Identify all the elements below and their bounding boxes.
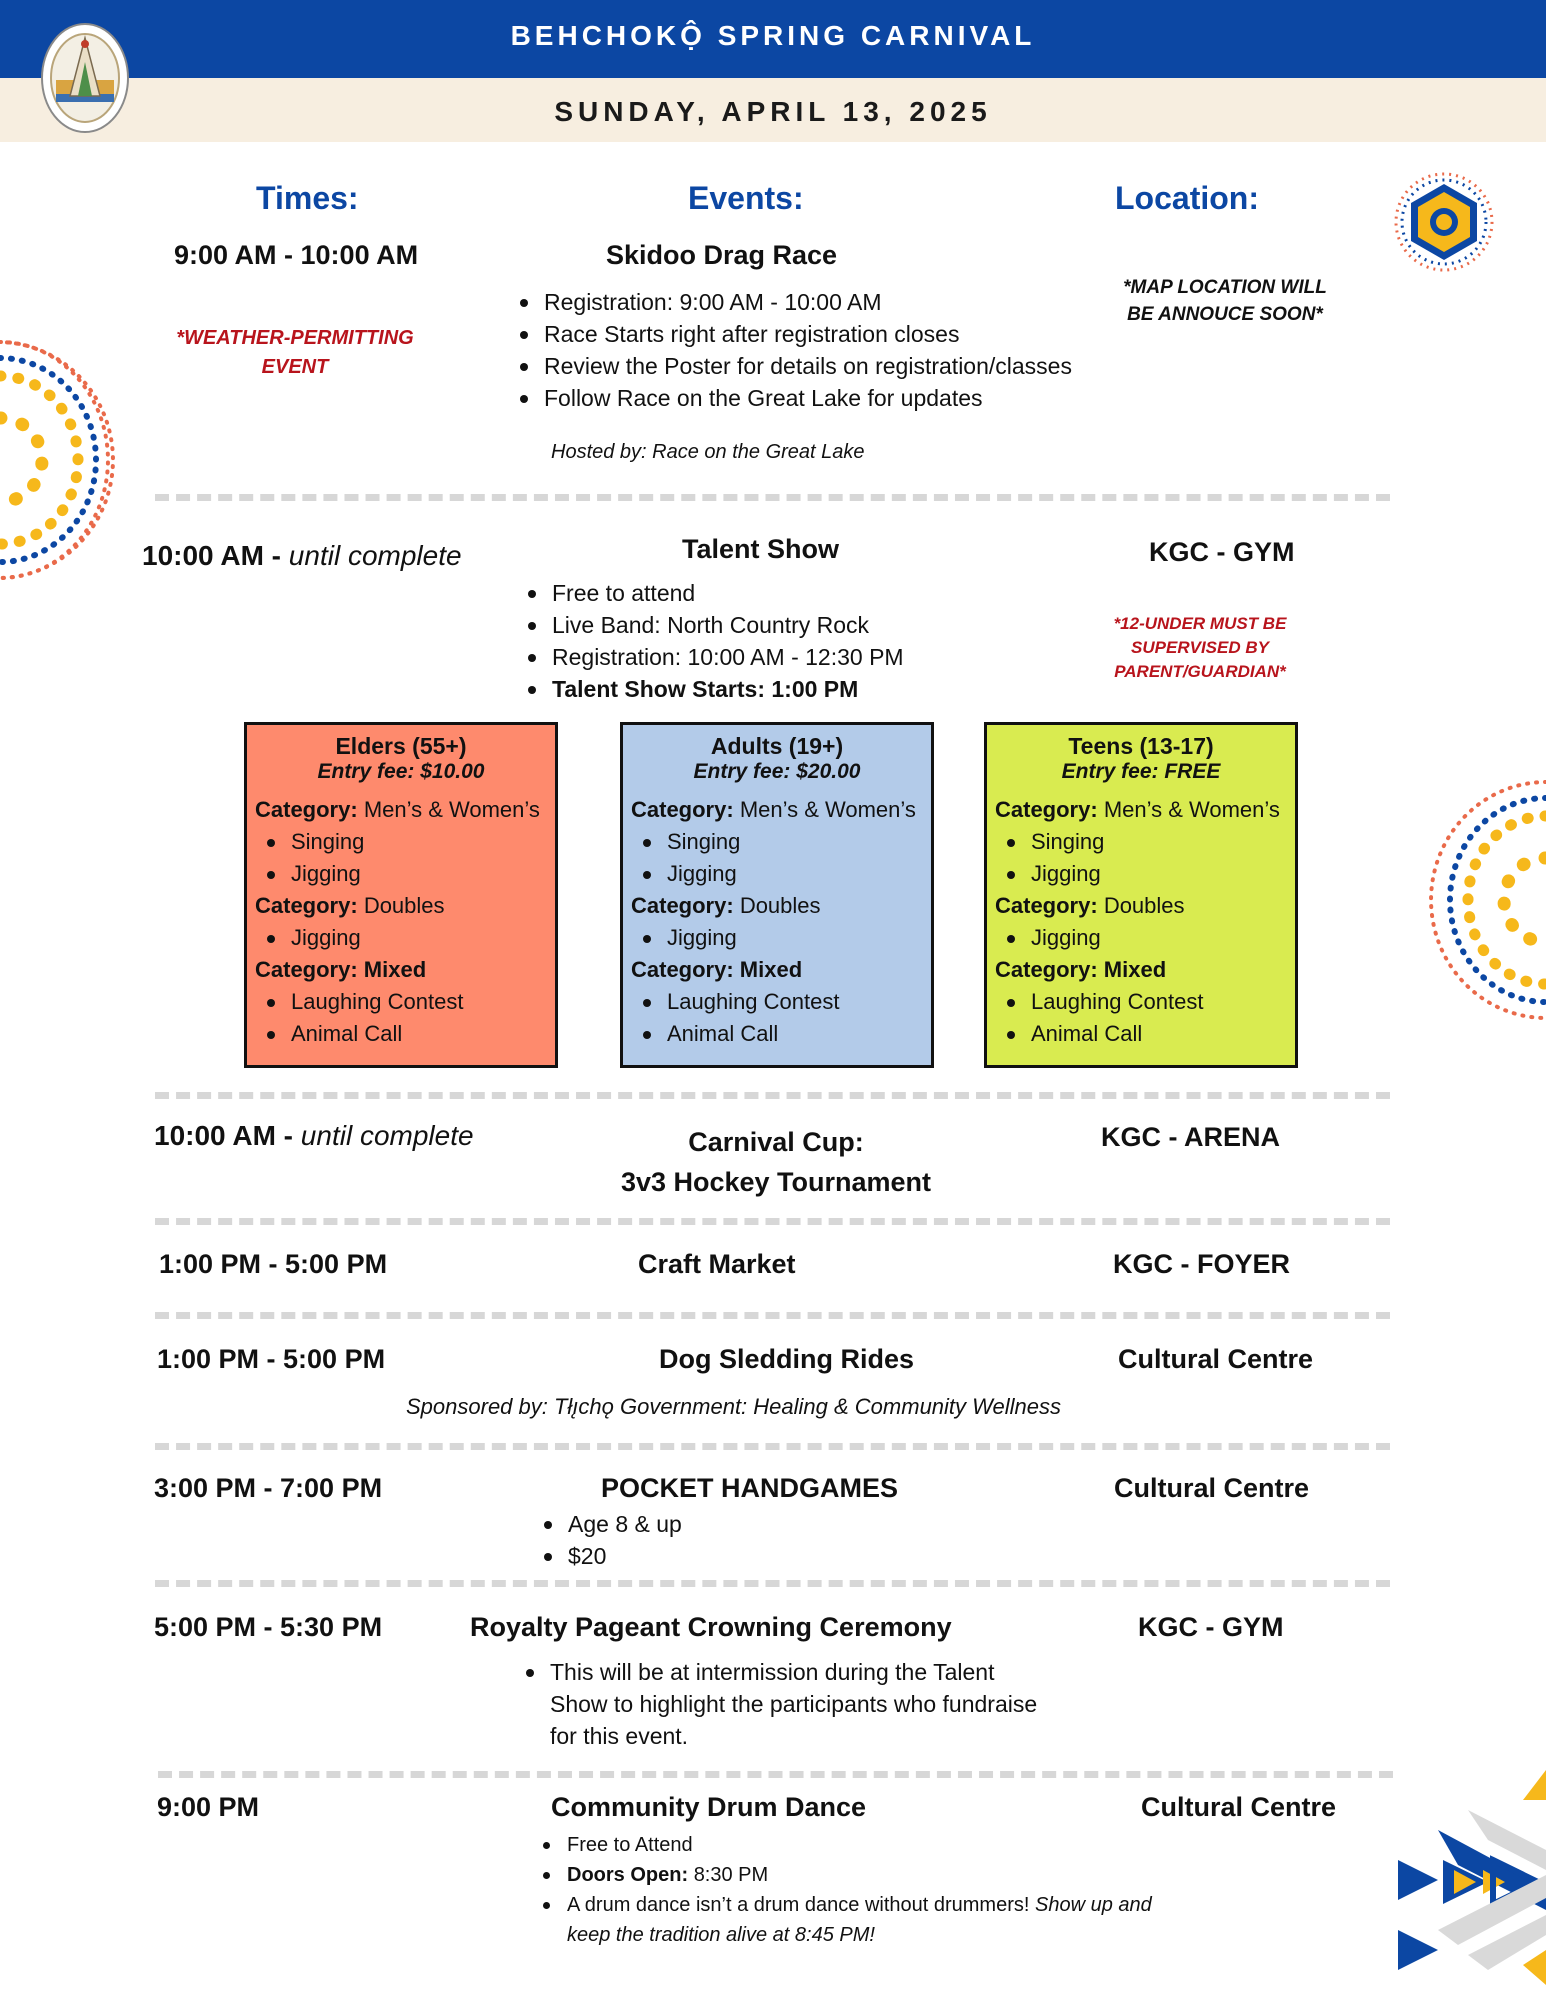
section-divider (155, 494, 1390, 501)
teens-title: Teens (13-17) (1068, 733, 1214, 759)
header-times: Times: (256, 180, 359, 216)
decorative-arrows-icon (1398, 1770, 1546, 1990)
talent-title: Talent Show (682, 534, 840, 564)
skidoo-details-list (514, 286, 1072, 414)
list-item: Laughing Contest (637, 986, 927, 1018)
decorative-dot-arc-left (0, 330, 120, 590)
list-item: Age 8 & up (538, 1508, 682, 1540)
handgames-details-list (538, 1508, 682, 1572)
list-item: Jigging (1001, 922, 1291, 954)
hockey-location: KGC - ARENA (1101, 1122, 1280, 1152)
drum-details-list (537, 1830, 1257, 1950)
list-item: Animal Call (637, 1018, 927, 1050)
royalty-location: KGC - GYM (1138, 1612, 1284, 1642)
skidoo-weather-note: *WEATHER-PERMITTING EVENT (176, 327, 414, 378)
talent-location: KGC - GYM (1149, 537, 1295, 567)
list-item: This will be at intermission during the Talent Show to highlight the participants who fundraise for this event. (520, 1656, 1037, 1752)
elders-fee: Entry fee: $10.00 (317, 760, 485, 783)
list-item: Jigging (261, 922, 551, 954)
talent-time: 10:00 AM - until complete (142, 540, 462, 571)
list-item: $20 (538, 1540, 682, 1572)
list-item: Review the Poster for details on registration/classes (514, 350, 1072, 382)
elders-category-box: Elders (55+) Entry fee: $10.00 Category: Men’s & Women’s Singing Jigging Category: Doubles Jigging Category: Mixed Laughing Contest Animal Call (244, 722, 558, 1068)
list-item: Registration: 9:00 AM - 10:00 AM (514, 286, 1072, 318)
community-seal-logo (40, 22, 130, 134)
list-item: Animal Call (261, 1018, 551, 1050)
list-item: Race Starts right after registration closes (514, 318, 1072, 350)
event-date: SUNDAY, APRIL 13, 2025 (554, 96, 992, 127)
handgames-title: POCKET HANDGAMES (601, 1473, 899, 1503)
section-divider (155, 1580, 1390, 1587)
decorative-dot-arc-right (1420, 770, 1546, 1030)
craft-location: KGC - FOYER (1113, 1249, 1291, 1279)
skidoo-location-note: *MAP LOCATION WILL BE ANNOUCE SOON* (1123, 277, 1327, 325)
list-item: Doors Open: 8:30 PM (537, 1860, 1257, 1890)
section-divider (155, 1092, 1390, 1099)
sun-hexagon-icon (1392, 170, 1496, 274)
skidoo-title: Skidoo Drag Race (606, 240, 838, 270)
teens-fee: Entry fee: FREE (1061, 760, 1221, 783)
page-title: BEHCHOKỘ SPRING CARNIVAL (510, 20, 1036, 51)
drum-title: Community Drum Dance (551, 1792, 867, 1822)
list-item: Live Band: North Country Rock (522, 609, 904, 641)
talent-supervision-note: *12-UNDER MUST BE SUPERVISED BY PARENT/GUARDIAN* (1113, 614, 1287, 681)
dog-title: Dog Sledding Rides (659, 1344, 915, 1374)
teens-category-box: Teens (13-17) Entry fee: FREE Category: Men’s & Women’s Singing Jigging Category: Doubles Jigging Category: Mixed Laughing Contest Animal Call (984, 722, 1298, 1068)
adults-title: Adults (19+) (710, 733, 844, 759)
royalty-title: Royalty Pageant Crowning Ceremony (470, 1612, 952, 1642)
hockey-title: Carnival Cup: 3v3 Hockey Tournament (620, 1127, 932, 1197)
list-item: Singing (637, 826, 927, 858)
list-item: Jigging (637, 858, 927, 890)
section-divider (155, 1443, 1390, 1450)
royalty-details-list (520, 1656, 1037, 1752)
adults-category-box: Adults (19+) Entry fee: $20.00 Category: Men’s & Women’s Singing Jigging Category: Doubles Jigging Category: Mixed Laughing Contest Animal Call (620, 722, 934, 1068)
list-item: Follow Race on the Great Lake for updates (514, 382, 1072, 414)
dog-time: 1:00 PM - 5:00 PM (157, 1344, 386, 1374)
drum-location: Cultural Centre (1141, 1792, 1337, 1822)
list-item: Singing (1001, 826, 1291, 858)
section-divider (155, 1312, 1390, 1319)
header-location: Location: (1115, 180, 1259, 216)
dog-location: Cultural Centre (1118, 1344, 1314, 1374)
adults-fee: Entry fee: $20.00 (693, 760, 861, 783)
drum-time: 9:00 PM (157, 1792, 260, 1822)
handgames-location: Cultural Centre (1114, 1473, 1310, 1503)
list-item: A drum dance isn’t a drum dance without drummers! Show up and keep the tradition alive at 8:45 PM! (537, 1890, 1257, 1950)
list-item: Registration: 10:00 AM - 12:30 PM (522, 641, 904, 673)
talent-details-list (522, 577, 904, 705)
list-item: Jigging (261, 858, 551, 890)
elders-title: Elders (55+) (335, 733, 467, 759)
section-divider (155, 1218, 1390, 1225)
skidoo-hosted-by: Hosted by: Race on the Great Lake (551, 441, 865, 463)
list-item: Laughing Contest (261, 986, 551, 1018)
header-events: Events: (688, 180, 804, 216)
list-item: Singing (261, 826, 551, 858)
list-item: Jigging (1001, 858, 1291, 890)
craft-time: 1:00 PM - 5:00 PM (159, 1249, 388, 1279)
hockey-time: 10:00 AM - until complete (154, 1120, 474, 1151)
section-divider (158, 1771, 1393, 1778)
list-item: Free to attend (522, 577, 904, 609)
craft-title: Craft Market (638, 1249, 796, 1279)
list-item: Laughing Contest (1001, 986, 1291, 1018)
list-item: Free to Attend (537, 1830, 1257, 1860)
skidoo-time: 9:00 AM - 10:00 AM (174, 240, 419, 270)
list-item: Animal Call (1001, 1018, 1291, 1050)
royalty-time: 5:00 PM - 5:30 PM (154, 1612, 383, 1642)
handgames-time: 3:00 PM - 7:00 PM (154, 1473, 383, 1503)
dog-sponsor: Sponsored by: Tłı̨chǫ Government: Healing & Community Wellness (406, 1394, 1061, 1419)
list-item: Jigging (637, 922, 927, 954)
list-item: Talent Show Starts: 1:00 PM (522, 673, 904, 705)
